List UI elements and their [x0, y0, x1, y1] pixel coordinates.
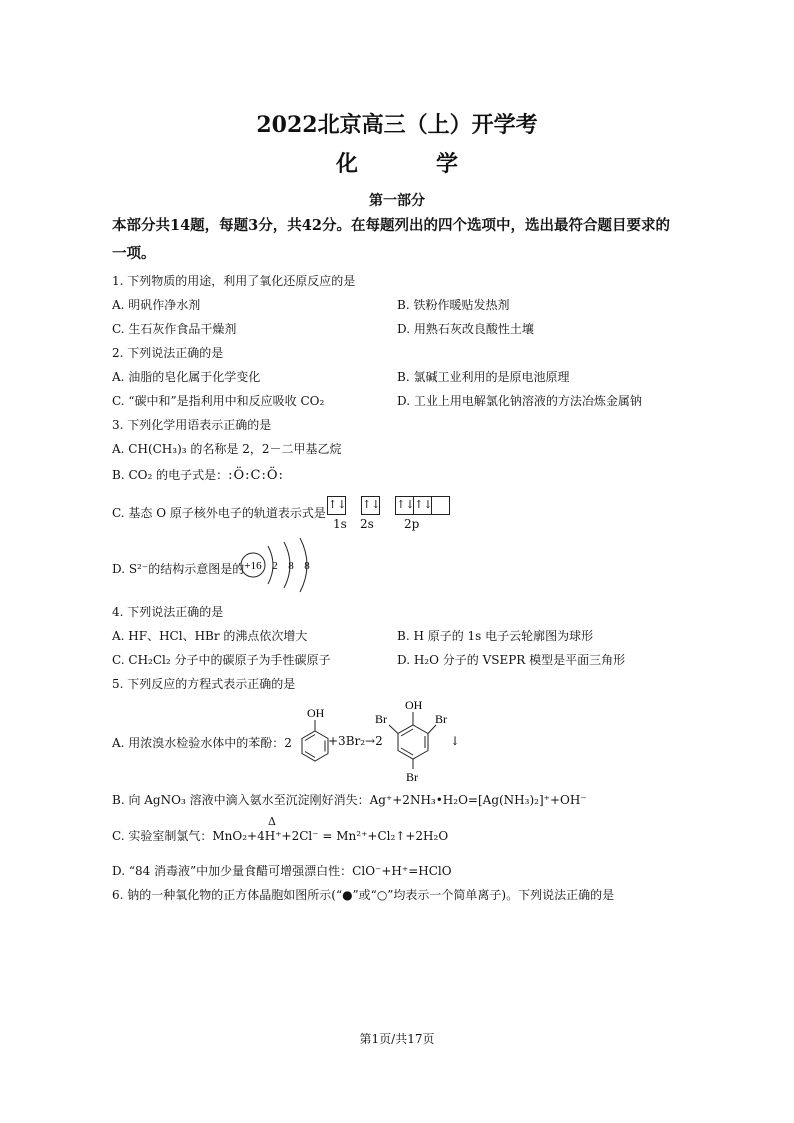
s2-ion-structure-diagram	[238, 538, 318, 594]
tbp-br-bond-left	[389, 725, 398, 734]
nucleus-charge: +16	[244, 560, 262, 572]
tbp-br-bottom: Br	[406, 770, 418, 784]
q2-option-c: C. “碳中和”是指利用中和反应吸收 CO₂	[112, 394, 325, 408]
orbital-1s-box: ↑↓	[327, 496, 346, 515]
q4-option-a: A. HF、HCl、HBr 的沸点依次增大	[112, 629, 308, 643]
q3-b-prefix: B. CO₂ 的电子式是：	[112, 468, 229, 482]
q1-option-d: D. 用熟石灰改良酸性土壤	[397, 322, 534, 336]
exam-title: 2022北京高三（上）开学考	[256, 112, 538, 138]
tbp-br-left: Br	[375, 712, 387, 726]
page-footer: 第1页/共17页	[359, 1032, 435, 1046]
q5-option-d: D. “84 消毒液”中加少量食醋可增强漂白性：ClO⁻+H⁺=HClO	[112, 864, 452, 878]
orbital-diagram	[327, 495, 450, 515]
heat-delta-symbol: Δ	[268, 815, 276, 828]
q4-option-c: C. CH₂Cl₂ 分子中的碳原子为手性碳原子	[112, 653, 331, 667]
q1-option-a: A. 明矾作净水剂	[112, 298, 201, 312]
shell-electrons-1: 2	[272, 560, 278, 572]
orbital-2p-box-2: ↑↓	[414, 496, 432, 515]
co2-electron-formula: :Ö:C:Ö:	[228, 468, 284, 483]
part-label: 第一部分	[369, 193, 425, 209]
q5-stem: 5. 下列反应的方程式表示正确的是	[112, 677, 296, 691]
q3-option-b	[112, 466, 284, 483]
q5-option-b: B. 向 AgNO₃ 溶液中滴入氨水至沉淀刚好消失：Ag⁺+2NH₃•H₂O=[Ag(NH₃)₂]⁺+OH⁻	[112, 793, 587, 807]
q4-option-d: D. H₂O 分子的 VSEPR 模型是平面三角形	[397, 653, 626, 667]
q4-option-b: B. H 原子的 1s 电子云轮廓图为球形	[397, 629, 594, 643]
orbital-label-2s: 2s	[360, 517, 374, 531]
shell-electrons-2: 8	[288, 560, 294, 572]
q3-option-d: D. S²⁻的结构示意图是的	[112, 562, 245, 576]
q2-option-b: B. 氯碱工业利用的是原电池原理	[397, 370, 570, 384]
tbp-br-bond-right	[428, 725, 436, 734]
q5-option-c: C. 实验室制氯气：MnO₂+4H⁺+2Cl⁻ = Mn²⁺+Cl₂↑+2H₂O	[112, 829, 449, 843]
q1-stem: 1. 下列物质的用途，利用了氧化还原反应的是	[112, 274, 356, 288]
q3-stem: 3. 下列化学用语表示正确的是	[112, 418, 272, 432]
phenol-ring	[302, 731, 328, 761]
tbp-oh-label: OH	[405, 698, 423, 712]
tbp-br-right: Br	[435, 712, 447, 726]
q6-stem: 6. 钠的一种氧化物的正方体晶胞如图所示(“●”或“○”均表示一个简单离子)。下列说法正确的是	[112, 888, 615, 902]
q3-option-c: C. 基态 O 原子核外电子的轨道表示式是	[112, 506, 326, 520]
q1-option-c: C. 生石灰作食品干燥剂	[112, 322, 237, 336]
q2-option-a: A. 油脂的皂化属于化学变化	[112, 370, 261, 384]
precipitate-arrow: ↓	[450, 734, 461, 748]
q2-stem: 2. 下列说法正确的是	[112, 346, 224, 360]
tbp-double-bond	[401, 729, 413, 736]
q3-option-a: A. CH(CH₃)₃ 的名称是 2，2－二甲基乙烷	[112, 442, 342, 456]
phenol-oh-label: OH	[307, 706, 325, 720]
orbital-2p-box-3	[432, 496, 450, 515]
tbp-double-bond	[401, 748, 413, 755]
orbital-2s-box: ↑↓	[361, 496, 380, 515]
subject-title: 化 学	[335, 151, 486, 177]
q2-option-d: D. 工业上用电解氯化钠溶液的方法冶炼金属钠	[397, 394, 642, 408]
q5-a-prefix: A. 用浓溴水检验水体中的苯酚：2	[112, 736, 292, 750]
q4-stem: 4. 下列说法正确的是	[112, 605, 224, 619]
tribromophenol-structure	[373, 695, 453, 787]
orbital-2p-box-1: ↑↓	[395, 496, 414, 515]
q1-option-b: B. 铁粉作暖贴发热剂	[397, 298, 510, 312]
orbital-label-2p: 2p	[404, 517, 420, 531]
tbp-ring	[398, 725, 428, 759]
instructions: 本部分共14题，每题3分，共42分。在每题列出的四个选项中，选出最符合题目要求的一项。	[112, 217, 670, 262]
q5-a-middle: +3Br₂→2	[328, 734, 383, 748]
shell-electrons-3: 8	[304, 560, 310, 572]
orbital-label-1s: 1s	[333, 517, 347, 531]
